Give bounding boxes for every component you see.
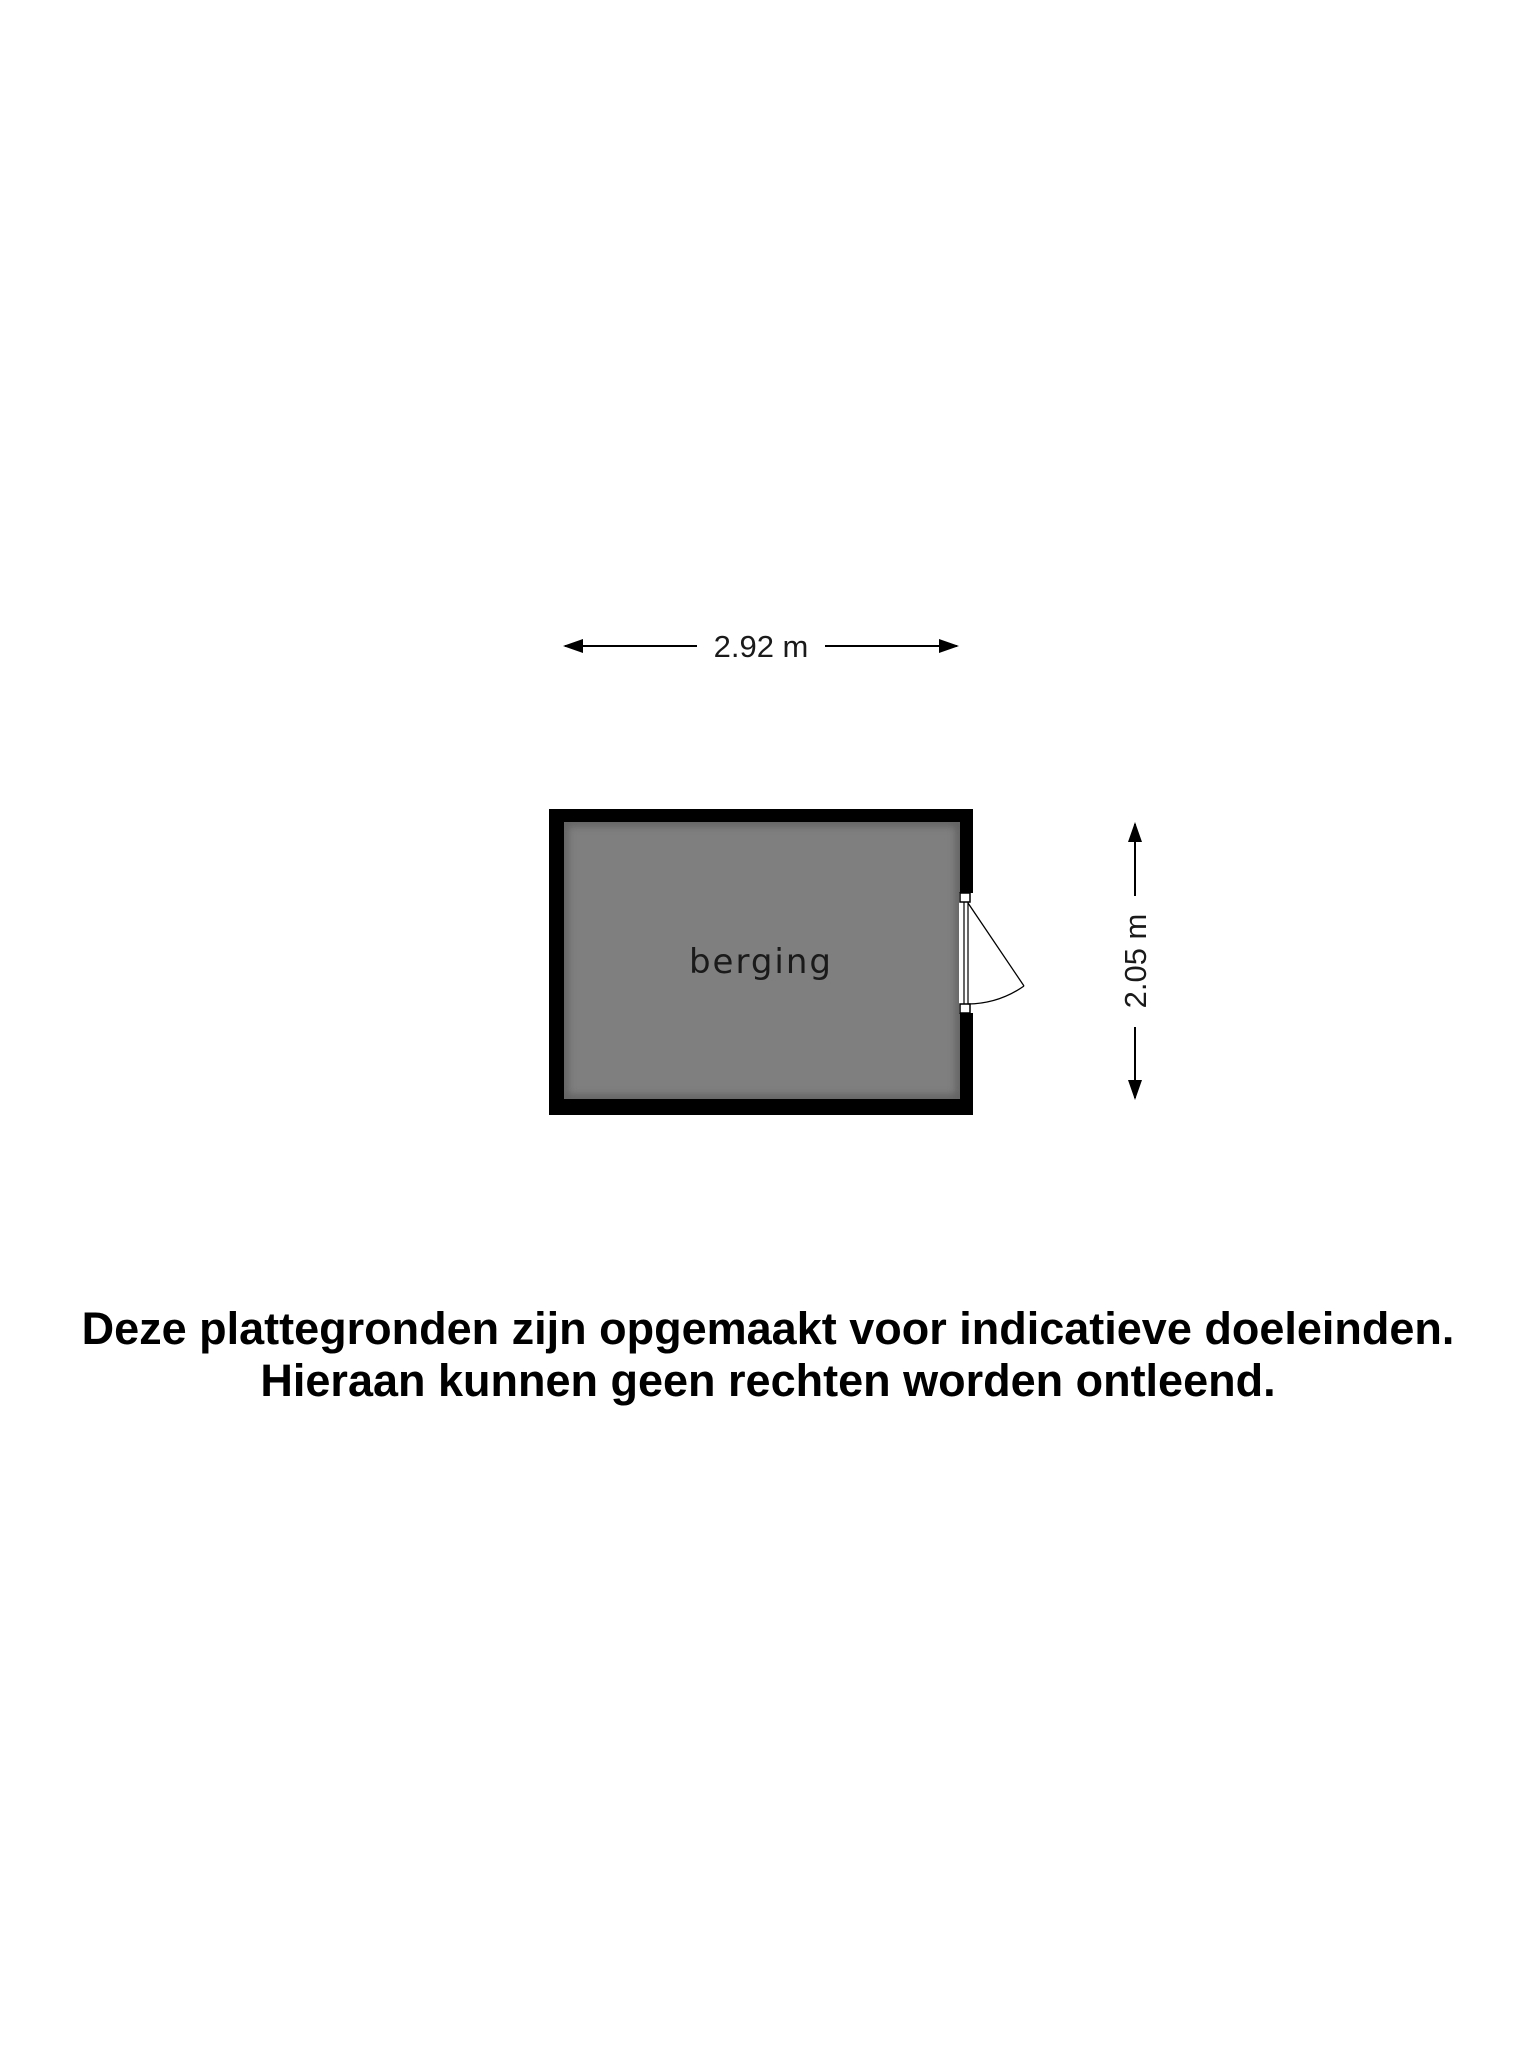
door-frame-top bbox=[960, 893, 970, 902]
door-leaf bbox=[968, 903, 1024, 986]
disclaimer-line-2: Hieraan kunnen geen rechten worden ontleend. bbox=[260, 1355, 1276, 1406]
width-dimension bbox=[565, 629, 957, 664]
door-frame-bottom bbox=[960, 1004, 970, 1013]
room-label: berging bbox=[688, 942, 834, 982]
door bbox=[959, 893, 1024, 1013]
disclaimer-line-1: Deze plattegronden zijn opgemaakt voor indicatieve doeleinden. bbox=[81, 1303, 1455, 1354]
door-swing-arc bbox=[968, 986, 1024, 1004]
height-dimension-label: 2.05 m bbox=[1118, 913, 1153, 1009]
disclaimer bbox=[0, 1303, 1536, 1407]
width-dimension-label: 2.92 m bbox=[713, 629, 809, 664]
door-opening bbox=[959, 893, 975, 1013]
room-berging bbox=[549, 809, 1024, 1115]
height-dimension bbox=[1118, 824, 1153, 1098]
